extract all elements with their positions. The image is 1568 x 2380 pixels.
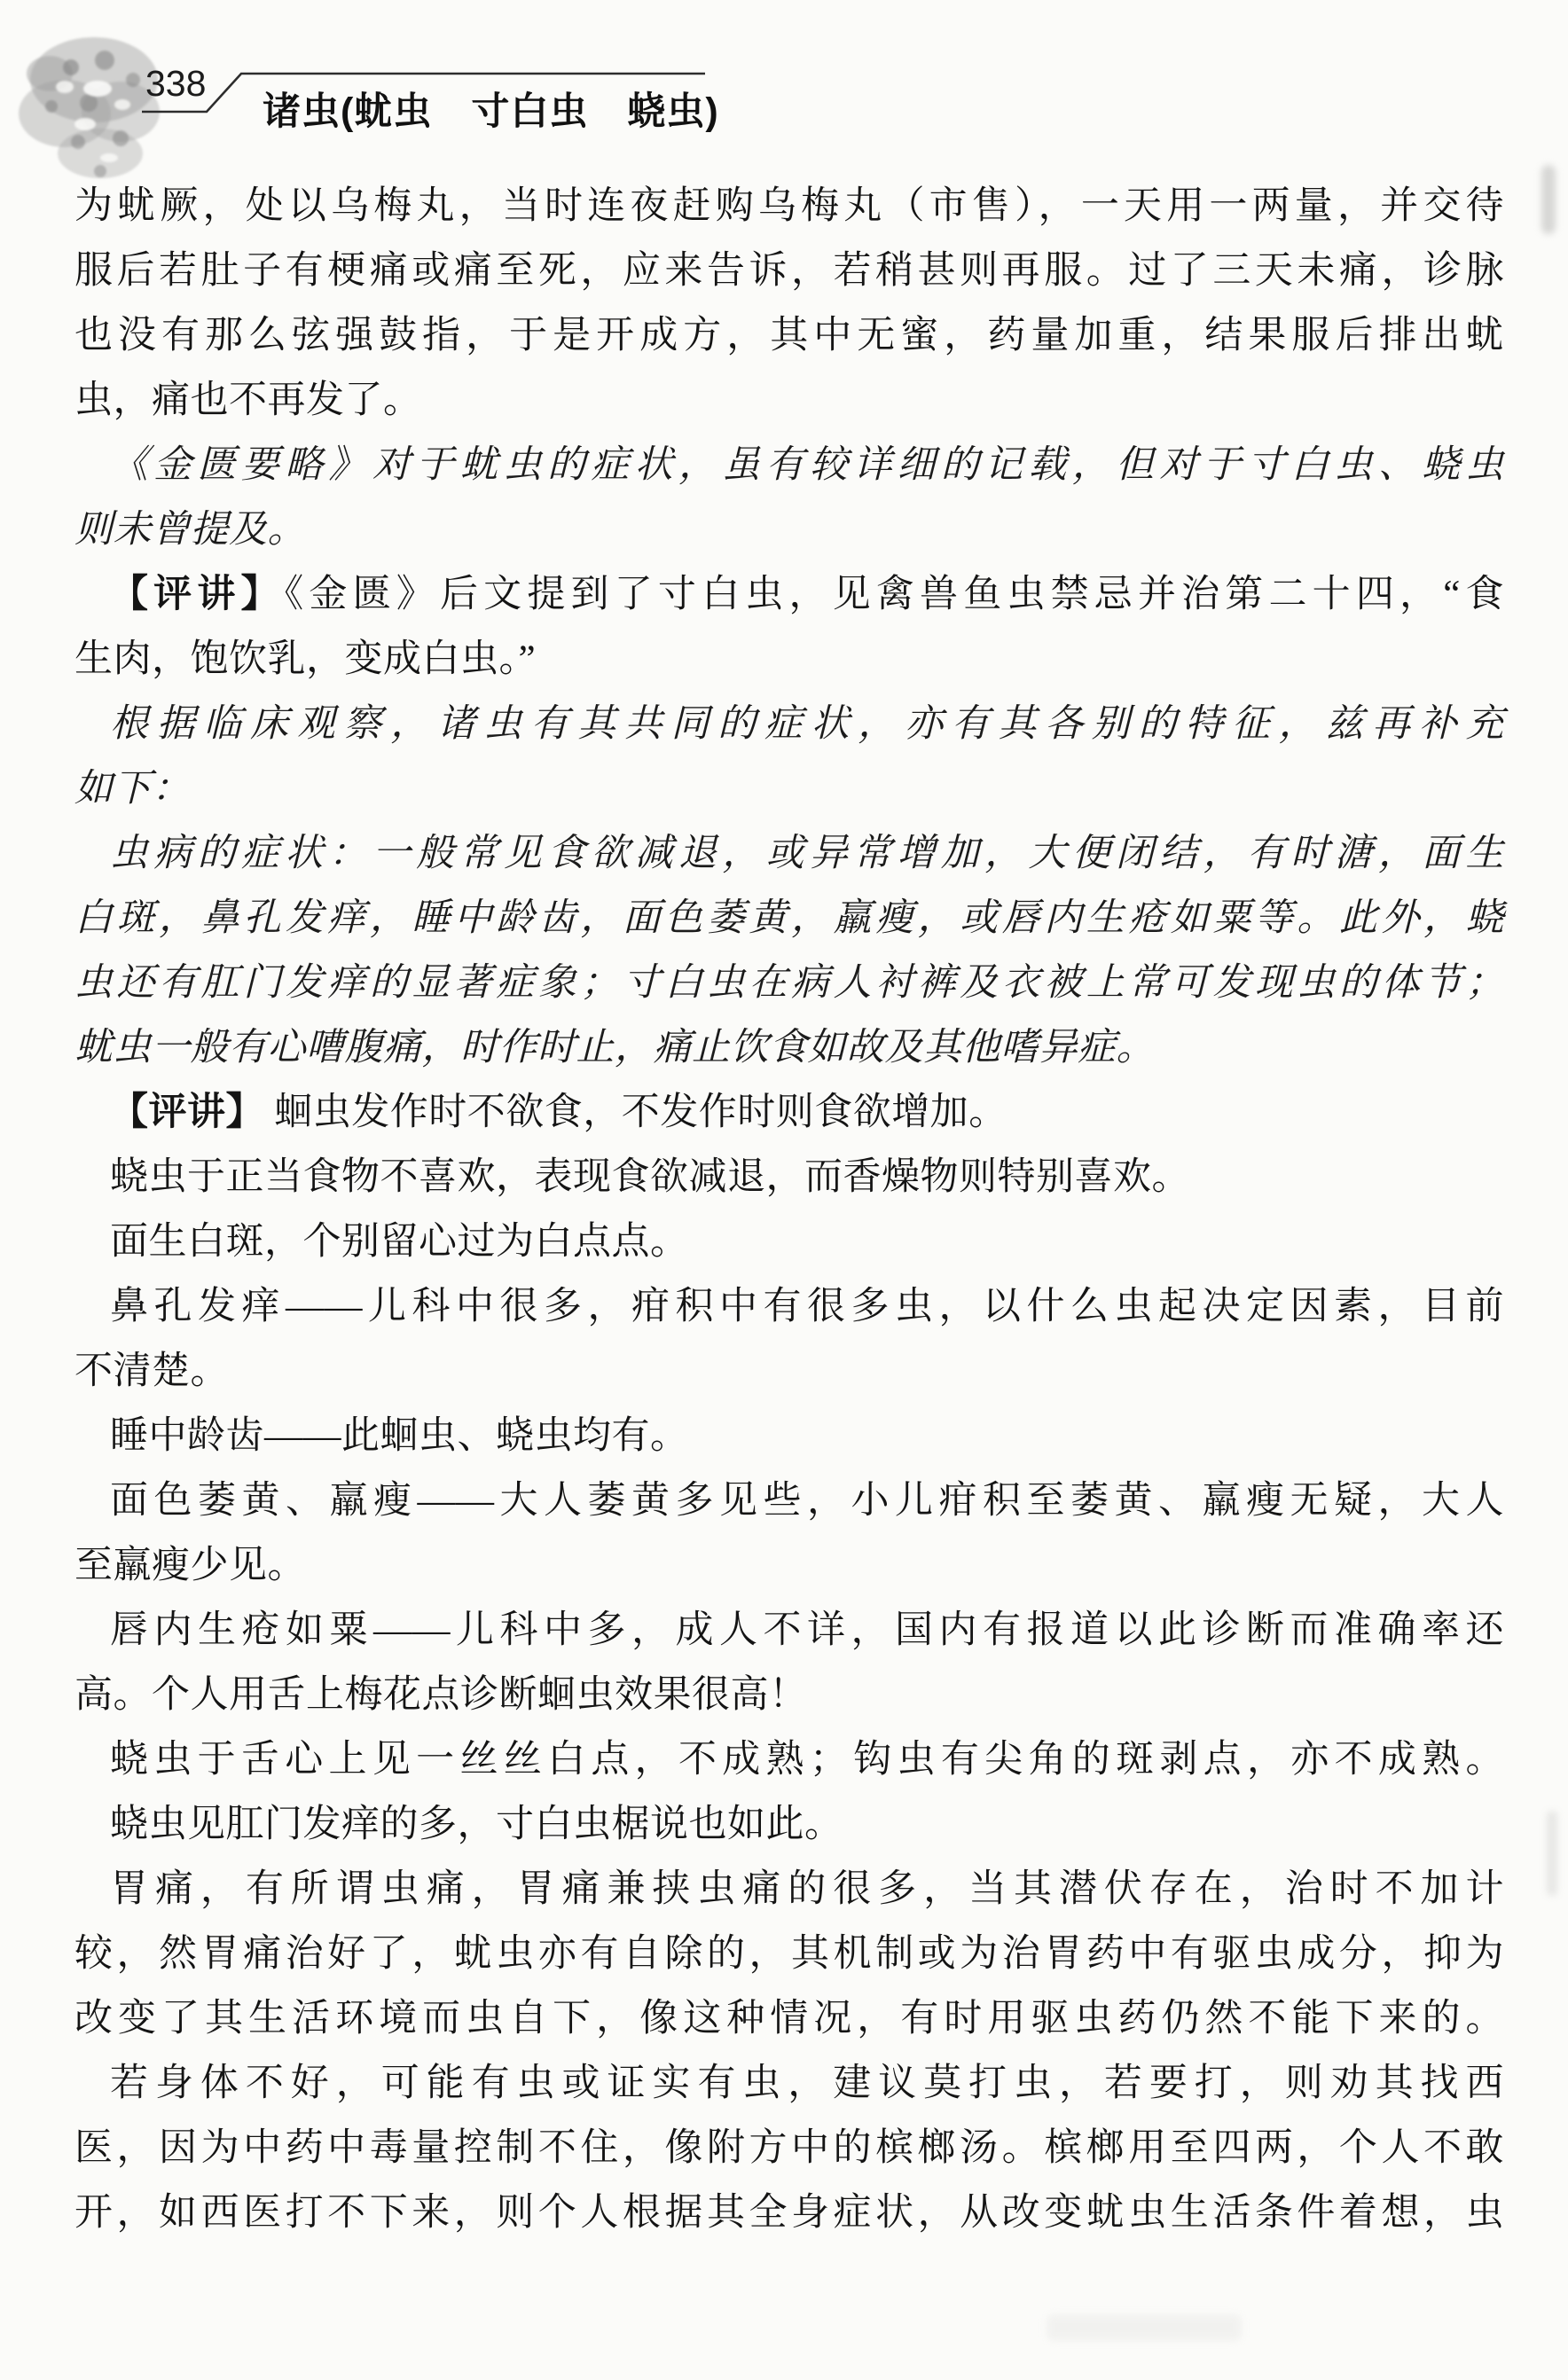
line-text: 服后若肚子有梗痛或痛至死，应来告诉，若稍甚则再服。过了三天未痛，诊脉	[74, 250, 1504, 292]
text-line	[74, 1210, 1504, 1274]
text-line	[74, 1598, 1504, 1663]
text-line	[74, 692, 1504, 756]
line-tag: 【评讲】	[110, 573, 285, 615]
text-line	[74, 1533, 1504, 1598]
line-text: 如下：	[74, 766, 191, 810]
scan-artifact	[1547, 1811, 1557, 1896]
text-line	[74, 2116, 1504, 2180]
header-rule	[0, 0, 1568, 177]
scan-artifact	[1541, 165, 1556, 234]
line-text: 蛲虫见肛门发痒的多，寸白虫椐说也如此。	[110, 1804, 843, 1845]
text-line	[74, 1792, 1504, 1857]
text-line	[74, 886, 1504, 951]
line-text: 虫，痛也不再发了。	[74, 380, 422, 421]
text-line	[74, 627, 1504, 692]
text-line	[74, 239, 1504, 303]
text-line	[74, 303, 1504, 368]
line-text: 不清楚。	[74, 1350, 229, 1392]
line-text: 鼻孔发痒——儿科中很多，疳积中有很多虫，以什么虫起决定因素，目前	[110, 1286, 1504, 1327]
line-text: 至羸瘦少见。	[74, 1545, 306, 1586]
text-line	[74, 1922, 1504, 1986]
chapter-title: 诸虫(蚘虫 寸白虫 蛲虫)	[263, 90, 719, 133]
line-text: 睡中龄齿——此蛔虫、蛲虫均有。	[110, 1415, 689, 1457]
text-line	[74, 1145, 1504, 1210]
line-text: 高。个人用舌上梅花点诊断蛔虫效果很高！	[74, 1674, 808, 1716]
text-line	[74, 1663, 1504, 1727]
line-text: 改变了其生活环境而虫自下，像这种情况，有时用驱虫药仍然不能下来的。	[74, 1998, 1504, 2039]
text-line	[74, 368, 1504, 433]
line-text: 也没有那么弦强鼓指，于是开成方，其中无蜜，药量加重，结果服后排出蚘	[74, 315, 1504, 356]
text-line	[74, 951, 1504, 1015]
text-line	[74, 821, 1504, 886]
line-text: 面生白斑，个别留心过为白点点。	[110, 1221, 689, 1263]
line-text: 白斑，鼻孔发痒，睡中龄齿，面色萎黄，羸瘦，或唇内生疮如粟等。此外，蛲	[74, 896, 1504, 940]
text-line	[74, 2180, 1504, 2245]
body-text	[74, 174, 1504, 2245]
line-tag: 【评讲】	[110, 1091, 264, 1133]
text-line	[74, 1468, 1504, 1533]
line-text: 则未曾提及。	[74, 507, 306, 552]
page-number: 338	[145, 63, 207, 104]
line-text: 蛲虫于舌心上见一丝丝白点，不成熟；钩虫有尖角的斑剥点，亦不成熟。	[110, 1739, 1504, 1781]
line-text: 医，因为中药中毒量控制不住，像附方中的槟榔汤。槟榔用至四两，个人不敢	[74, 2127, 1504, 2169]
line-text: 《金匮要略》对于蚘虫的症状，虽有较详细的记载，但对于寸白虫、蛲虫	[110, 442, 1504, 487]
text-line	[74, 562, 1504, 627]
text-line	[74, 1404, 1504, 1468]
line-text: 较，然胃痛治好了，蚘虫亦有自除的，其机制或为治胃药中有驱虫成分，抑为	[74, 1933, 1504, 1975]
page-header	[0, 0, 1568, 177]
text-line	[74, 1339, 1504, 1404]
line-text: 面色萎黄、羸瘦——大人萎黄多见些，小儿疳积至萎黄、羸瘦无疑，大人	[110, 1480, 1504, 1522]
scan-artifact	[1047, 2314, 1242, 2341]
line-text: 唇内生疮如粟——儿科中多，成人不详，国内有报道以此诊断而准确率还	[110, 1609, 1504, 1651]
text-line	[74, 174, 1504, 239]
text-line	[74, 1727, 1504, 1792]
text-line	[74, 756, 1504, 821]
line-text: 《金匮》后文提到了寸白虫，见禽兽鱼虫禁忌并治第二十四，“食	[284, 574, 1505, 615]
line-text: 为蚘厥，处以乌梅丸，当时连夜赶购乌梅丸（市售），一天用一两量，并交待	[74, 185, 1504, 227]
line-text: 若身体不好，可能有虫或证实有虫，建议莫打虫，若要打，则劝其找西	[110, 2063, 1504, 2104]
text-line	[74, 497, 1504, 562]
text-line	[74, 1274, 1504, 1339]
line-text: 蚘虫一般有心嘈腹痛，时作时止，痛止饮食如故及其他嗜异症。	[74, 1025, 1155, 1069]
text-line	[74, 2051, 1504, 2116]
line-text: 根据临床观察，诸虫有其共同的症状，亦有其各别的特征，兹再补充	[110, 701, 1504, 746]
line-text: 蛔虫发作时不欲食，不发作时则食欲增加。	[264, 1092, 1007, 1133]
line-text: 胃痛，有所谓虫痛，胃痛兼挟虫痛的很多，当其潜伏存在，治时不加计	[110, 1868, 1504, 1910]
text-line	[74, 1015, 1504, 1080]
line-text: 蛲虫于正当食物不喜欢，表现食欲减退，而香燥物则特别喜欢。	[110, 1156, 1190, 1198]
line-text: 虫病的症状：一般常见食欲减退，或异常增加，大便闭结，有时溏，面生	[110, 831, 1504, 875]
line-text: 开，如西医打不下来，则个人根据其全身症状，从改变蚘虫生活条件着想，虫	[74, 2192, 1504, 2234]
text-line	[74, 1857, 1504, 1922]
text-line	[74, 433, 1504, 497]
text-line	[74, 1986, 1504, 2051]
line-text: 生肉，饱饮乳，变成白虫。”	[74, 638, 537, 680]
text-line	[74, 1080, 1504, 1145]
line-text: 虫还有肛门发痒的显著症象；寸白虫在病人衬裤及衣被上常可发现虫的体节；	[74, 960, 1504, 1005]
